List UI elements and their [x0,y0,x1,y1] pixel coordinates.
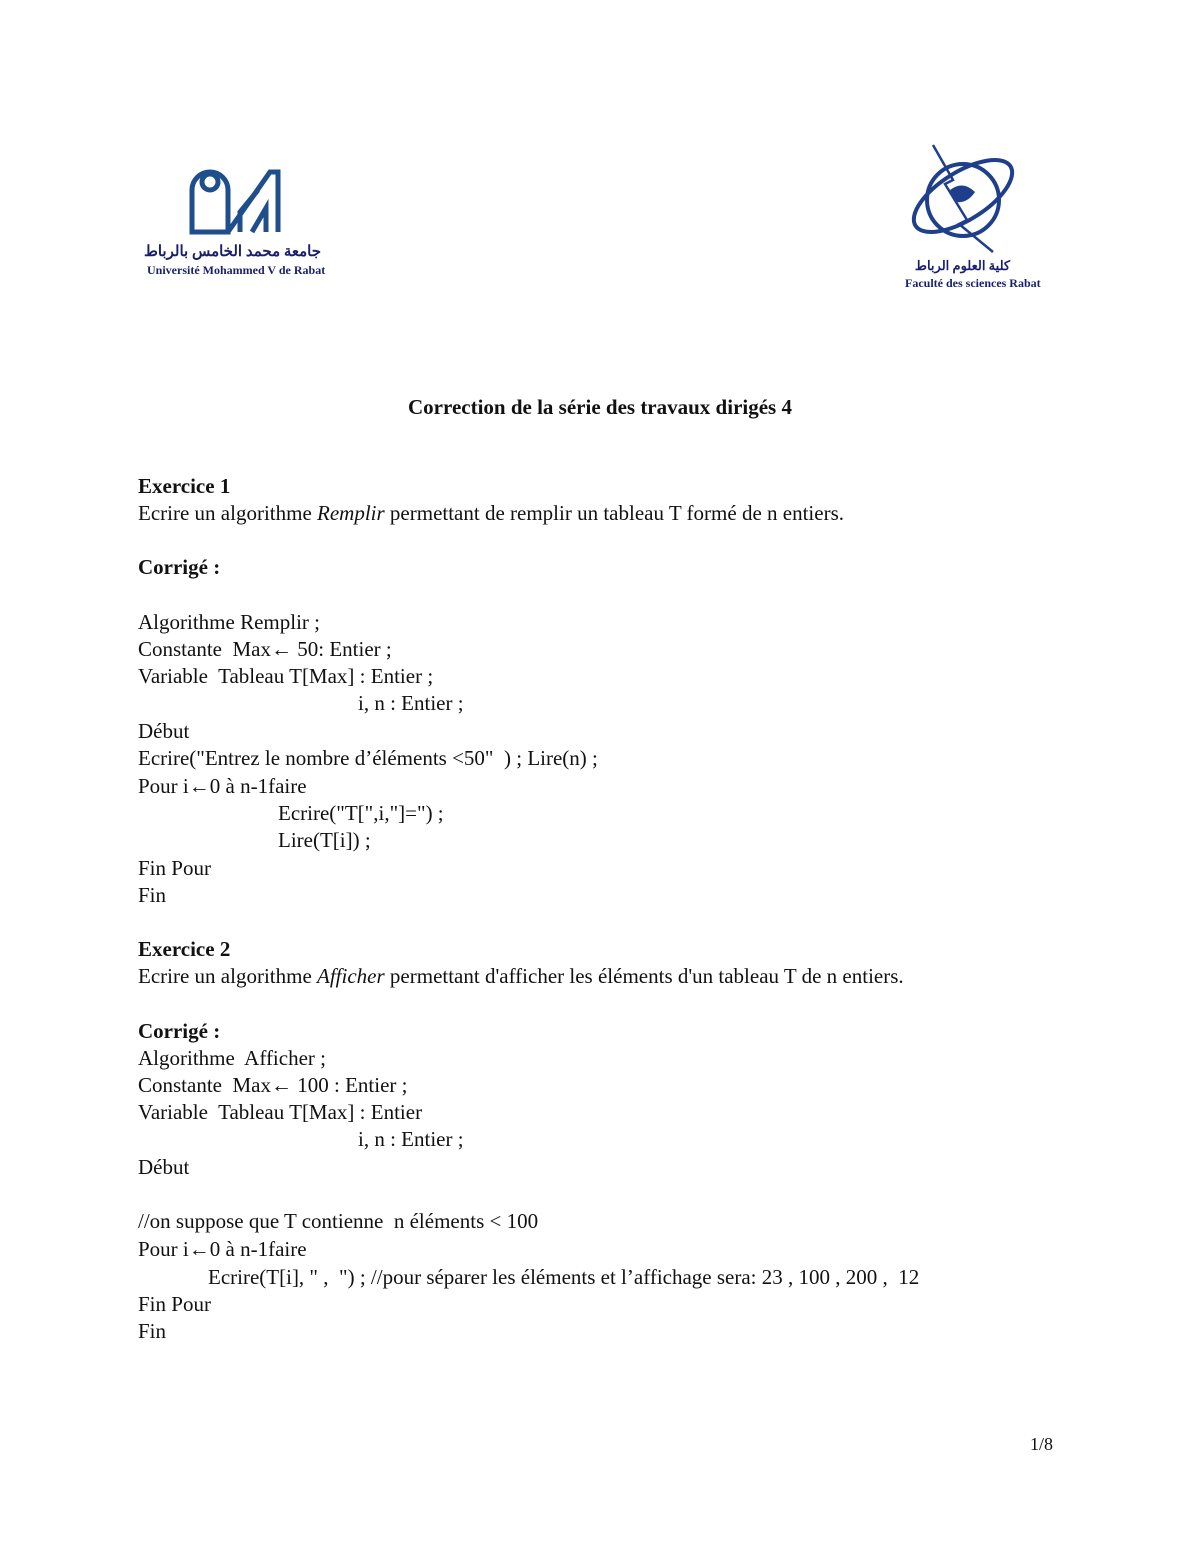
code-line: Lire(T[i]) ; [278,828,371,852]
code-line: Début [138,1155,190,1179]
code-line: Algorithme Remplir ; [138,610,320,634]
document-title: Correction de la série des travaux dirigés 4 [408,395,792,419]
code-line: Fin [138,1319,167,1343]
code-line: Début [138,719,190,743]
statement-text: permettant d'afficher les éléments d'un tableau T de n entiers. [384,964,904,988]
code-line: Ecrire(T[i], " , ") ; //pour séparer les éléments et l’affichage sera: 23 , 100 , 200 , 12 [208,1265,920,1289]
code-line: Fin [138,883,167,907]
faculty-emblem-icon [905,140,1025,255]
code-line: Variable Tableau T[Max] : Entier [138,1100,423,1124]
university-name-arabic: جامعة محمد الخامس بالرباط [143,244,322,260]
exercise-2-heading: Exercice 2 [138,937,231,961]
faculty-name-latin: Faculté des sciences Rabat [905,276,1041,290]
code-line: Algorithme Afficher ; [138,1046,326,1070]
university-name-latin: Université Mohammed V de Rabat [147,263,326,277]
code-line: Pour i←0 à n-1faire [138,774,307,798]
code-line: Constante Max← 100 : Entier ; [138,1073,408,1097]
code-line: Fin Pour [138,856,211,880]
exercise-2-corrige-heading: Corrigé : [138,1019,221,1043]
statement-text: permettant de remplir un tableau T formé de n entiers. [384,501,844,525]
algorithm-name: Remplir [317,501,385,525]
university-logo [140,160,340,280]
exercise-2-statement [138,963,904,989]
code-line: Ecrire("Entrez le nombre d’éléments <50" ) ; Lire(n) ; [138,746,598,770]
exercise-1-statement [138,500,844,526]
code-line: //on suppose que T contienne n éléments < 100 [138,1209,539,1233]
algorithm-name: Afficher [317,964,385,988]
exercise-1-corrige-heading: Corrigé : [138,555,221,579]
faculty-logo [900,140,1040,290]
code-line: i, n : Entier ; [358,1127,464,1151]
code-line: Variable Tableau T[Max] : Entier ; [138,664,434,688]
university-emblem-icon [140,160,340,240]
statement-text: Ecrire un algorithme [138,501,318,525]
exercise-1-heading: Exercice 1 [138,474,231,498]
code-line: Ecrire("T[",i,"]=") ; [278,801,444,825]
code-line: Constante Max← 50: Entier ; [138,637,392,661]
code-line: i, n : Entier ; [358,691,464,715]
code-line: Pour i←0 à n-1faire [138,1237,307,1261]
page-number: 1/8 [1030,1434,1054,1454]
faculty-name-arabic: كلية العلوم الرباط [914,258,1011,273]
statement-text: Ecrire un algorithme [138,964,318,988]
code-line: Fin Pour [138,1292,211,1316]
